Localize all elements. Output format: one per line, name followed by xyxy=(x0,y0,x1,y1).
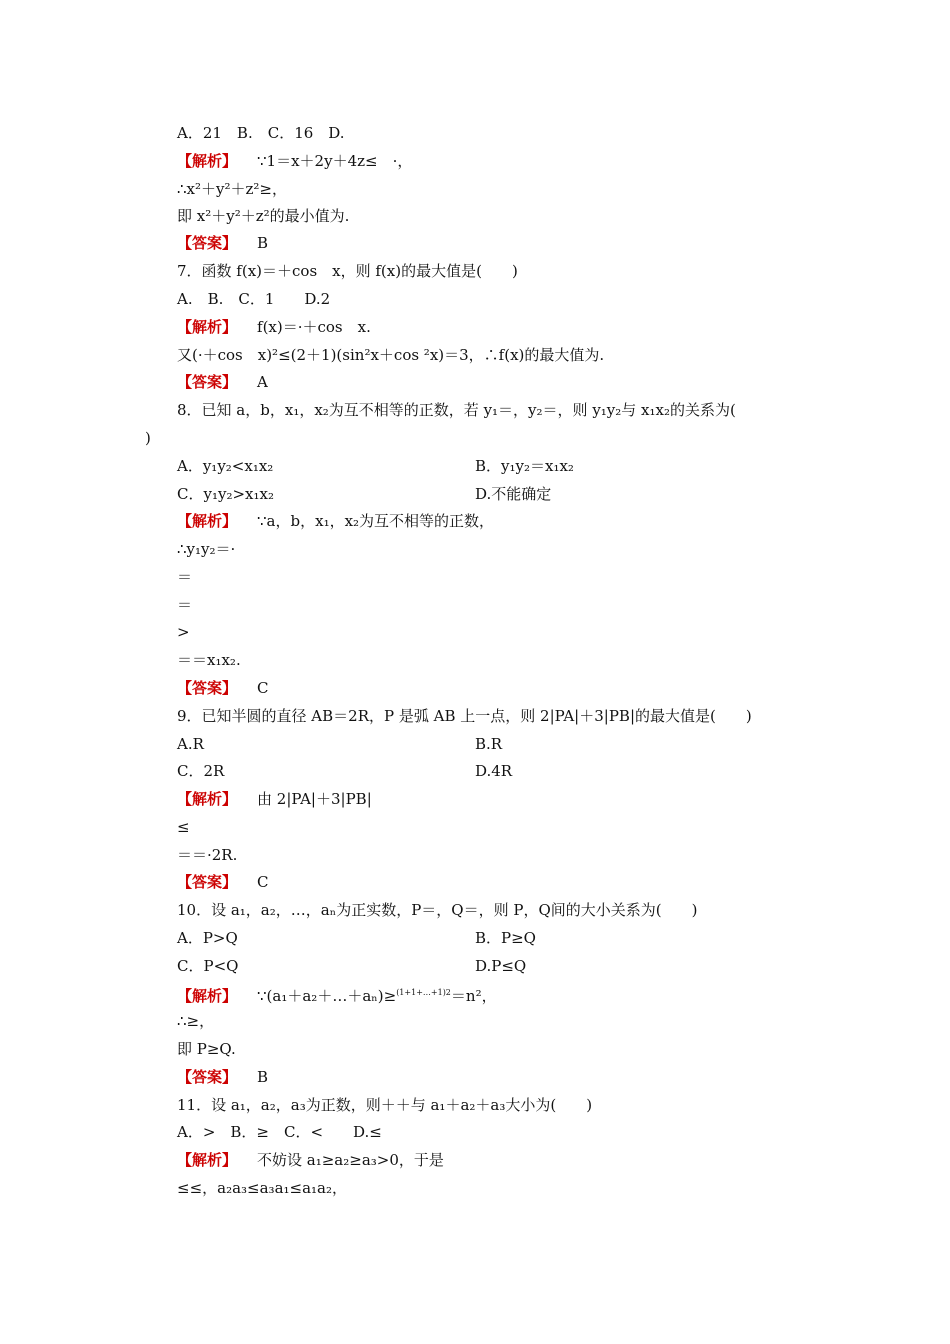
answer-text: A xyxy=(257,373,268,391)
q11-analysis xyxy=(177,1150,444,1170)
q8-step-1: ∴y₁y₂＝· xyxy=(177,540,236,558)
option-b: B．y₁y₂＝x₁x₂ xyxy=(475,457,574,475)
analysis-text: ∵(a₁＋a₂＋…＋aₙ)≥ xyxy=(257,987,397,1005)
answer-text: C xyxy=(257,873,269,891)
q10-analysis xyxy=(177,983,497,1006)
q7-stem: 7．函数 f(x)＝＋cos x，则 f(x)的最大值是( ) xyxy=(177,262,518,280)
option-b: B.R xyxy=(475,735,503,753)
analysis-text: 由 2|PA|＋3|PB| xyxy=(257,790,372,808)
q10-answer xyxy=(177,1067,268,1087)
option-a: A．P>Q xyxy=(177,929,238,947)
q8-step-5: ＝＝x₁x₂. xyxy=(177,651,241,669)
q9-analysis xyxy=(177,789,372,809)
option-a: A．y₁y₂<x₁x₂ xyxy=(177,457,274,475)
q11-options: A．> B．≥ C．< D.≤ xyxy=(177,1123,382,1141)
analysis-text: f(x)＝·＋cos x. xyxy=(257,318,371,336)
q8-stem-cont: ) xyxy=(145,429,151,447)
analysis-text: ∵a，b，x₁，x₂为互不相等的正数， xyxy=(257,512,495,530)
analysis-tag: 【解析】 xyxy=(177,1151,238,1169)
option-c: C．y₁y₂>x₁x₂ xyxy=(177,485,274,503)
q11-stem: 11．设 a₁，a₂，a₃为正数，则＋＋与 a₁＋a₂＋a₃大小为( ) xyxy=(177,1096,593,1114)
option-c: C．2R xyxy=(177,762,225,780)
answer-text: C xyxy=(257,679,269,697)
analysis-text: ∵1＝x＋2y＋4z≤ ·， xyxy=(257,152,413,170)
q10-step-1: ∴≥， xyxy=(177,1012,215,1030)
q8-step-4: > xyxy=(177,623,190,641)
analysis-tag: 【解析】 xyxy=(177,512,238,530)
q10-stem: 10．设 a₁，a₂，…，aₙ为正实数，P＝，Q＝，则 P，Q间的大小关系为( ) xyxy=(177,901,698,919)
option-d: D.4R xyxy=(475,762,513,780)
q9-stem: 9．已知半圆的直径 AB＝2R，P 是弧 AB 上一点，则 2|PA|＋3|PB|的最大值是( ) xyxy=(177,707,752,725)
q7-step-1: 又(·＋cos x)²≤(2＋1)(sin²x＋cos ²x)＝3，∴f(x)的最大值为. xyxy=(177,346,605,364)
q10-options-cd xyxy=(177,956,527,976)
analysis-tail: ＝n²， xyxy=(450,987,497,1005)
q6-step-1: ∴x²＋y²＋z²≥， xyxy=(177,180,287,198)
q8-stem: 8．已知 a，b，x₁，x₂为互不相等的正数，若 y₁＝，y₂＝，则 y₁y₂与 x₁x₂的关系为( xyxy=(177,401,736,419)
q9-step-1: ≤ xyxy=(177,818,190,836)
q6-analysis xyxy=(177,151,412,171)
q6-answer xyxy=(177,233,268,253)
q7-answer xyxy=(177,372,268,392)
option-d: D.P≤Q xyxy=(475,957,527,975)
answer-tag: 【答案】 xyxy=(177,873,238,891)
q10-options-ab xyxy=(177,928,536,948)
fraction-numerator: (1+1+…+1)2 xyxy=(396,988,451,997)
answer-tag: 【答案】 xyxy=(177,1068,238,1086)
q8-options-cd xyxy=(177,484,552,504)
q9-answer xyxy=(177,872,269,892)
analysis-text: 不妨设 a₁≥a₂≥a₃>0，于是 xyxy=(257,1151,444,1169)
q11-step-1: ≤≤，a₂a₃≤a₃a₁≤a₁a₂， xyxy=(177,1179,348,1197)
option-d: D.不能确定 xyxy=(475,485,552,503)
q8-options-ab xyxy=(177,456,574,476)
option-b: B．P≥Q xyxy=(475,929,536,947)
analysis-tag: 【解析】 xyxy=(177,790,238,808)
analysis-tag: 【解析】 xyxy=(177,152,238,170)
analysis-tag: 【解析】 xyxy=(177,987,238,1005)
q7-options: A. B. C．1 D.2 xyxy=(177,290,331,308)
q6-options: A．21 B. C．16 D. xyxy=(177,124,345,142)
q7-analysis xyxy=(177,317,371,337)
answer-tag: 【答案】 xyxy=(177,373,238,391)
q10-step-2: 即 P≥Q. xyxy=(177,1040,236,1058)
option-c: C．P<Q xyxy=(177,957,239,975)
q8-answer xyxy=(177,678,269,698)
q8-step-3: ＝ xyxy=(177,596,193,614)
analysis-tag: 【解析】 xyxy=(177,318,238,336)
option-a: A.R xyxy=(177,735,204,753)
q8-analysis xyxy=(177,511,494,531)
answer-text: B xyxy=(257,234,269,252)
q6-step-2: 即 x²＋y²＋z²的最小值为. xyxy=(177,207,350,225)
q9-options-cd xyxy=(177,761,513,781)
answer-tag: 【答案】 xyxy=(177,679,238,697)
answer-tag: 【答案】 xyxy=(177,234,238,252)
q8-step-2: ＝ xyxy=(177,568,193,586)
q9-step-2: ＝＝·2R. xyxy=(177,846,238,864)
answer-text: B xyxy=(257,1068,269,1086)
q9-options-ab xyxy=(177,734,503,754)
